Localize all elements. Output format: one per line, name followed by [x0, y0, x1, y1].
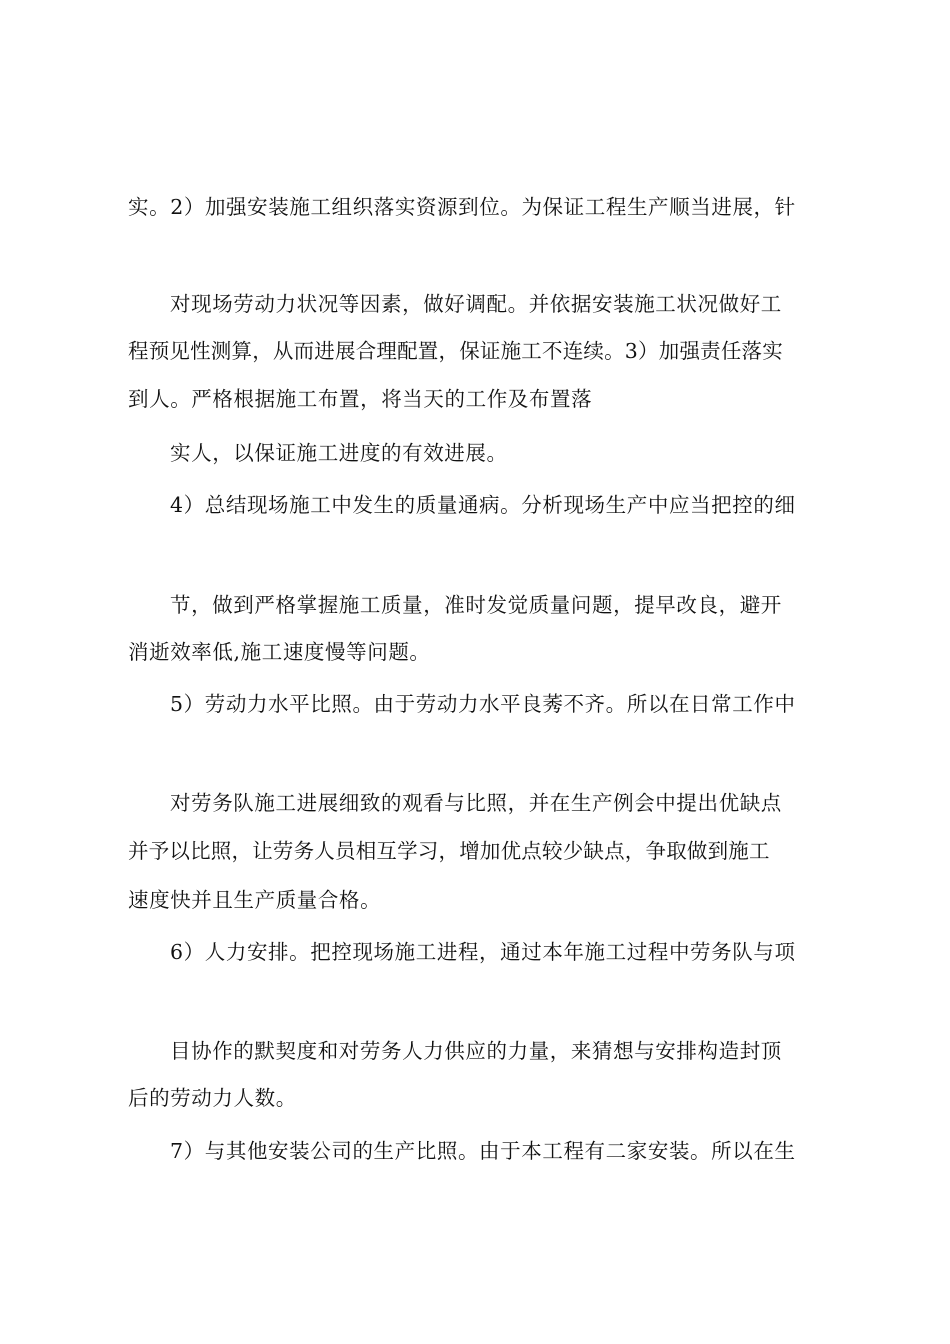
text-line-9: 5）劳动力水平比照。由于劳动力水平良莠不齐。所以在日常工作中: [170, 692, 796, 716]
text-line-14: 目协作的默契度和对劳务人力供应的力量，来猜想与安排构造封顶: [170, 1039, 782, 1063]
text-line-10: 对劳务队施工进展细致的观看与比照，并在生产例会中提出优缺点: [170, 791, 782, 815]
text-line-3: 程预见性测算，从而进展合理配置，保证施工不连续。3）加强责任落实: [128, 339, 783, 363]
text-line-1: 实。2）加强安装施工组织落实资源到位。为保证工程生产顺当进展，针: [128, 195, 796, 219]
text-line-12: 速度快并且生产质量合格。: [128, 888, 382, 912]
text-line-16: 7）与其他安装公司的生产比照。由于本工程有二家安装。所以在生: [170, 1139, 796, 1163]
text-line-15: 后的劳动力人数。: [128, 1086, 297, 1110]
text-line-11: 并予以比照，让劳务人员相互学习，增加优点较少缺点，争取做到施工: [128, 839, 770, 863]
text-line-6: 4）总结现场施工中发生的质量通病。分析现场生产中应当把控的细: [170, 493, 796, 517]
text-line-7: 节，做到严格掌握施工质量，准时发觉质量问题，提早改良，避开: [170, 593, 782, 617]
text-line-8: 消逝效率低,施工速度慢等问题。: [128, 640, 431, 664]
text-line-4: 到人。严格根据施工布置，将当天的工作及布置落: [128, 387, 593, 411]
text-line-13: 6）人力安排。把控现场施工进程，通过本年施工过程中劳务队与项: [170, 940, 796, 964]
text-line-2: 对现场劳动力状况等因素，做好调配。并依据安装施工状况做好工: [170, 292, 782, 316]
text-line-5: 实人，以保证施工进度的有效进展。: [170, 441, 508, 465]
